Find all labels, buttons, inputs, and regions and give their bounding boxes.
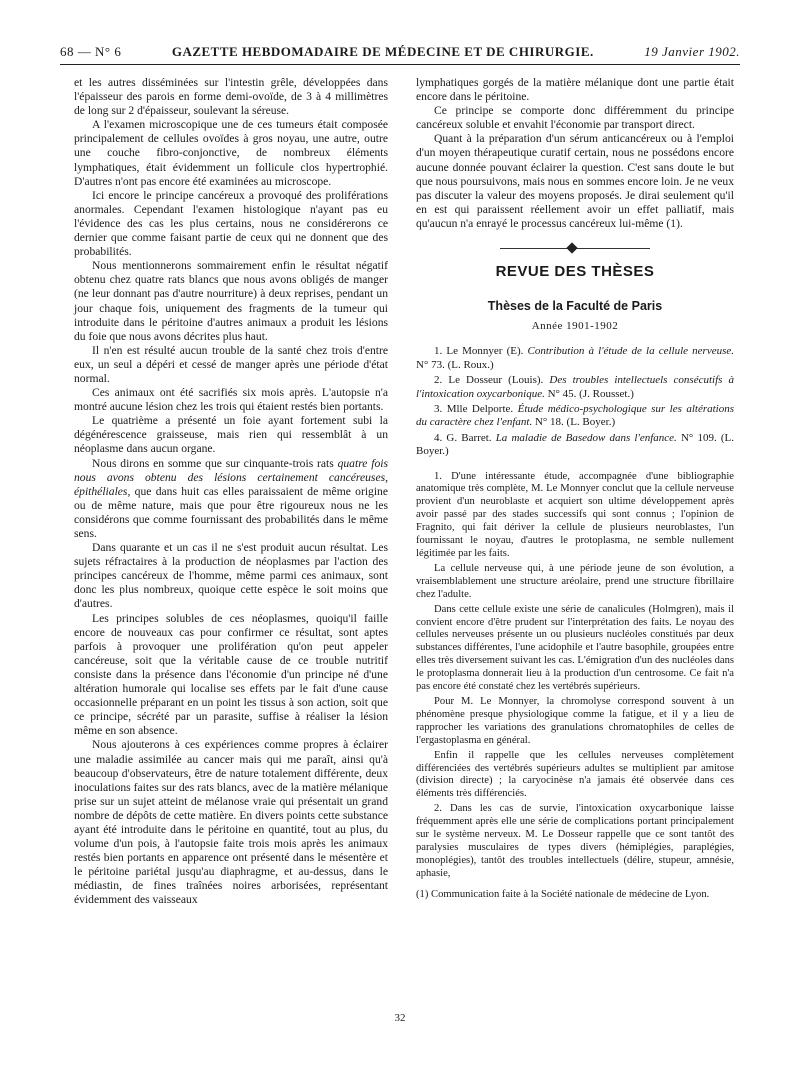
- paragraph: Ici encore le principe cancéreux a provoqué des proliférations anormales. Cependant l'examen histologique n'ayant pas eu l'évidence des cas les plus certains, nous ne considérerons ce dernier que comme faisant partie de ceux qui ne donnent que des probabilités.: [74, 188, 388, 259]
- paragraph: Ce principe se comporte donc différemment du principe cancéreux soluble et envahit l'économie par transport direct.: [416, 104, 734, 132]
- thesis-title: Contribution à l'étude de la cellule nerveuse.: [527, 345, 735, 358]
- footnote: [416, 889, 734, 902]
- thesis-entry: [416, 432, 734, 459]
- paragraph: Dans cette cellule existe une série de canalicules (Holmgren), mais il convient encore d'être prudent sur l'interprétation des faits. Le noyau des cellules nerveuses présente un ou plusieurs nucléoles constitués par deux substances différentes, l'une acidophile et l'autre basophile, groupées entre elles très diversement suivant les cas. L'émigration d'un des nucléoles dans le protoplasma donnerait lieu à la production d'un centrosome. Ce fait n'a pas encore été constaté chez les vertébrés supérieurs.: [416, 603, 734, 693]
- thesis-entry: [416, 345, 734, 372]
- header-page-issue: 68 — N° 6: [60, 44, 122, 59]
- paragraph: [74, 457, 388, 542]
- left-column: [74, 76, 388, 908]
- thesis-number: 2.: [434, 374, 443, 387]
- paragraph: Quant à la préparation d'un sérum anticancéreux ou à l'emploi d'un moyen thérapeutique curatif certain, nous ne possédons encore aucune donnée pouvant éclairer la question. C'est sans doute le but que nous poursuivons, mais nous en sommes encore loin. Je ne veux pas discuter la valeur des moyens proposés. Je dirai seulement qu'il en est qui paraissent réellement avoir un effet palliatif, mais qu'aucun n'a enrayé le processus cancéreux lui-même (1).: [416, 132, 734, 230]
- thesis-reference: N° 18. (L. Boyer.): [532, 416, 616, 429]
- header-date: 19 Janvier 1902.: [644, 44, 740, 59]
- thesis-list: [416, 345, 734, 458]
- paragraph: Le quatrième a présenté un foie ayant fortement subi la dégénérescence graisseuse, mais rien qui ressemblât à un néoplasme dans aucun organe.: [74, 414, 388, 456]
- thesis-title: Des troubles intellectuels consécutifs à l'intoxication oxycarbonique.: [416, 374, 735, 400]
- paragraph: La cellule nerveuse qui, à une période jeune de son évolution, a vraisemblablement une structure aréolaire, prend une structure fibrillaire chez l'adulte.: [416, 562, 734, 600]
- emphasized-text: quatre fois nous avons obtenu des lésions certainement cancéreuses, épithéliales,: [74, 456, 388, 498]
- paragraph: et les autres disséminées sur l'intestin grêle, développées dans l'épaisseur des parois en forme demi-ovoïde, de 3 à 4 millimètres de long sur 2 d'épaisseur, soulevant la séreuse.: [74, 76, 388, 118]
- page-number: 32: [394, 1012, 406, 1024]
- paragraph: A l'examen microscopique une de ces tumeurs était composée principalement de cellules ovoïdes à gros noyau, une autre, outre une couche fibro-conjonctive, de nombreux éléments lymphatiques, était évidemment un follicule clos hypertrophié. D'autres n'ont pas encore été examinées au microscope.: [74, 118, 388, 188]
- paragraph: Il n'en est résulté aucun trouble de la santé chez trois d'entre eux, un seul a dépéri et cessé de manger après une période d'état normal.: [74, 343, 388, 385]
- section-title: REVUE DES THÈSES: [495, 263, 655, 281]
- thesis-title: Étude médico-psychologique sur les altérations du caractère chez l'enfant.: [416, 402, 735, 429]
- academic-year: Année 1901-1902: [531, 320, 619, 333]
- thesis-title: La maladie de Basedow dans l'enfance.: [495, 431, 677, 444]
- paragraph-text: Nous dirons en somme que sur cinquante-trois rats: [92, 456, 338, 470]
- paragraph: Les principes solubles de ces néoplasmes, quoiqu'il faille encore de nouveaux cas pour confirmer ce résultat, sont aptes parfois à provoquer une prolifération qu'on peut appeler cancéreuse, soit que la véritable cause de ce trouble nutritif consiste dans la présence dans l'économie d'un principe né d'une altération humorale qui localise ses effets par le fait d'une cause occasionnelle préparant en un point les tissus à son action, soit que ce principe, sécrété par un parasite, suffise à réaliser la lésion même en son absence.: [74, 611, 388, 738]
- footnote-text: (1) Communication faite à la Société nationale de médecine de Lyon.: [416, 888, 710, 900]
- thesis-reference: N° 73. (L. Roux.): [416, 358, 494, 371]
- paragraph: Nous mentionnerons sommairement enfin le résultat négatif obtenu chez quatre rats blancs que nous avons obligés de manger (ne leur donnant pas d'autre nourriture) à deux reprises, pendant un jour chaque fois, uniquement des fragments de la tumeur qui introduite dans le péritoine d'autres animaux a produit les lésions du foie que nous avons décrites plus haut.: [74, 259, 388, 343]
- thesis-review: [416, 471, 734, 881]
- thesis-author: Mlle Delporte.: [446, 402, 514, 415]
- running-header: [60, 38, 740, 65]
- header-journal-title: GAZETTE HEBDOMADAIRE DE MÉDECINE ET DE CHIRURGIE.: [171, 44, 594, 59]
- thesis-number: 3.: [434, 402, 443, 415]
- thesis-reference: N° 109. (L. Boyer.): [416, 431, 735, 458]
- paragraph: Pour M. Le Monnyer, la chromolyse correspond souvent à un phénomène presque physiologique comme la fatigue, et il y a lieu de rapprocher les variations des granulations chromatophiles de celles de l'ergastoplasma en général.: [416, 695, 734, 746]
- paragraph: Dans quarante et un cas il ne s'est produit aucun résultat. Les sujets réfractaires à la production de néoplasmes par l'action des principes cancéreux de l'homme, même parmi ces animaux, sont donc les plus nombreux, quoique cette espèce le soit moins que d'autres.: [74, 541, 388, 611]
- paragraph: Enfin il rappelle que les cellules nerveuses complètement différenciées des vertébrés supérieurs adultes se multiplient par amitose (division directe) ; la caryocinèse n'a jamais été observée dans ces éléments très différenciés.: [416, 749, 734, 800]
- thesis-number: 1.: [434, 345, 443, 358]
- thesis-number: 4.: [434, 431, 443, 444]
- paragraph-text: que dans huit cas elles paraissaient de même origine ou de même nature, mais que pour être rigoureux nous ne les considérons que comme fournissant des probabilités dans le même sens.: [74, 484, 388, 540]
- paragraph: lymphatiques gorgés de la matière mélanique dont une partie était encore dans le péritoine.: [416, 76, 734, 104]
- thesis-entry: [416, 403, 734, 430]
- diamond-ornament-icon: [566, 242, 577, 253]
- right-column: [416, 76, 734, 901]
- thesis-author: G. Barret.: [446, 431, 492, 444]
- paragraph: 1. D'une intéressante étude, accompagnée d'une bibliographie anatomique très complète, M. Le Monnyer conclut que la cellule nerveuse provient d'un neuroblaste et acquiert son ultime développement après avoir passé par des stades successifs qui sont connus ; l'opinion de Fragnito, qui fait dériver la cellule de plusieurs neuroblastes, l'un fournissant le noyau, d'autres le protoplasma, ne semble nullement légitimée par les faits.: [416, 470, 734, 559]
- section-subtitle: Thèses de la Faculté de Paris: [487, 299, 663, 314]
- paragraph: 2. Dans les cas de survie, l'intoxication oxycarbonique laisse fréquemment après elle une série de complications portant principalement sur le système nerveux. M. Le Dosseur rappelle que ce sont tantôt des paralysies musculaires de types divers (hémiplégies, paraplégies, monoplégies), tantôt des troubles intellectuels (délire, stupeur, amnésie, aphasie,: [416, 803, 734, 879]
- thesis-author: Le Monnyer (E).: [446, 345, 524, 358]
- paragraph: Ces animaux ont été sacrifiés six mois après. L'autopsie n'a montré aucune lésion chez les trois qui étaient restés bien portants.: [74, 386, 388, 414]
- thesis-author: Le Dosseur (Louis).: [448, 374, 544, 387]
- thesis-reference: N° 45. (J. Rousset.): [544, 387, 634, 400]
- paragraph: Nous ajouterons à ces expériences comme propres à éclairer une maladie assimilée au cancer mais qui me paraît, ainsi qu'à beaucoup d'observateurs, être de nature totalement différente, deux inoculations faites sur des rats blancs, avec de la matière mélanique prise sur un sujet atteint de mélanose vraie qui présentait un grand nombre de dépôts de cette matière. En divers points cette substance ayant été introduite dans le péritoine en quantité, tout au plus, du volume d'un pois, à l'autopsie faite trois mois après les animaux restés bien portants en apparence ont présenté dans le mésentère et le péritoine pariétal jusqu'au diaphragme, et au-dessus, dans le médiastin, de fines traînées noires arborisées, représentant évidemment des vaisseaux: [74, 738, 388, 907]
- thesis-entry: [416, 374, 734, 401]
- section-divider-ornament: [500, 243, 650, 253]
